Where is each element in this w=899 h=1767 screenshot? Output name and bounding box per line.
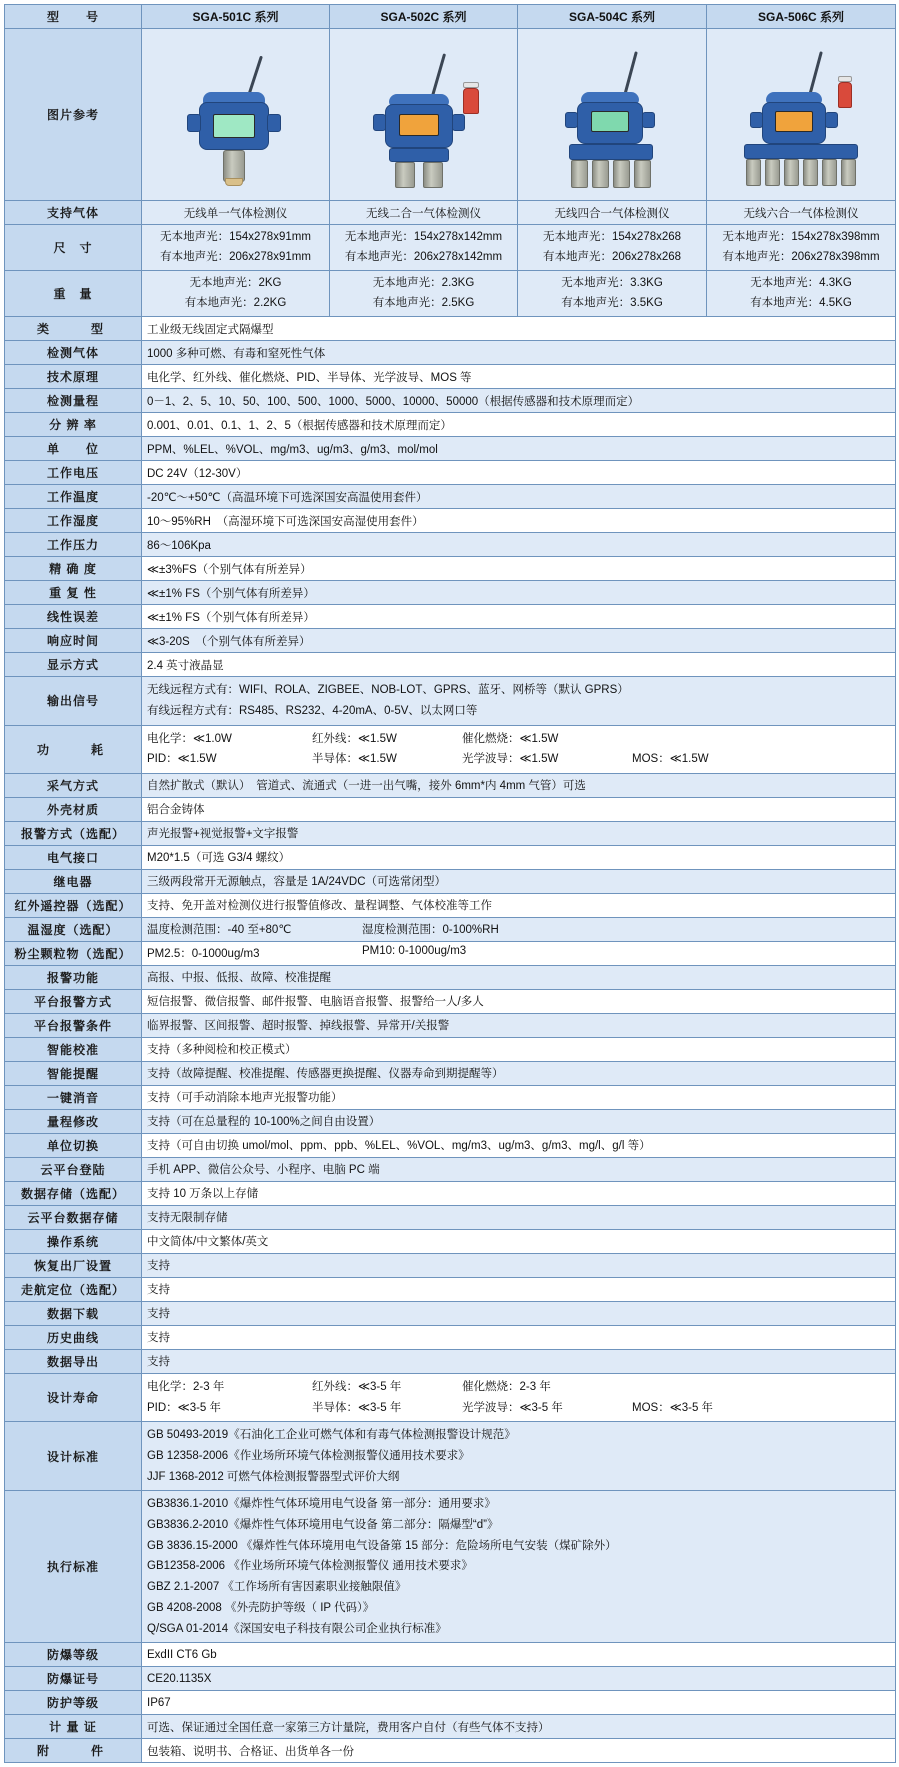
row-label-sampling: 采气方式: [5, 773, 142, 797]
device-ear-left: [565, 112, 578, 128]
table-row-spec: [5, 1037, 896, 1061]
row-value-range-modify: 支持（可在总量程的 10-100%之间自由设置）: [142, 1109, 896, 1133]
power-mos-label: MOS：: [632, 753, 670, 766]
size-501c-line2: 有本地声光：206x278x91mm: [160, 250, 311, 263]
row-value-housing: 铝合金铸体: [142, 797, 896, 821]
table-row-spec: [5, 1739, 896, 1763]
row-label-output-signal: 输出信号: [5, 677, 142, 725]
row-value-repeatability: ≪±1% FS（个别气体有所差异）: [142, 581, 896, 605]
device-display: [399, 114, 439, 136]
power-pid-value: ≪1.5W: [177, 753, 217, 766]
table-row-spec: [5, 461, 896, 485]
row-value-lifetime: [142, 1373, 896, 1421]
power-catalytic: [462, 729, 632, 750]
lifetime-infrared-label: 红外线：: [312, 1380, 358, 1393]
table-row-spec: [5, 509, 896, 533]
table-row-model: [5, 5, 896, 29]
table-row-spec: [5, 1691, 896, 1715]
row-label-ir-remote: 红外遥控器（选配）: [5, 893, 142, 917]
lifetime-row-1: [147, 1377, 890, 1398]
table-row-spec: [5, 629, 896, 653]
device-drawing-dual: [339, 32, 509, 197]
row-value-linearity: ≪±1% FS（个别气体有所差异）: [142, 605, 896, 629]
row-value-pressure: 86～106Kpa: [142, 533, 896, 557]
table-row-lifetime: [5, 1373, 896, 1421]
row-value-platform-alarm-condition: 临界报警、区间报警、超时报警、掉线报警、异常开/关报警: [142, 1013, 896, 1037]
table-row-spec: [5, 965, 896, 989]
weight-502c: [330, 271, 518, 317]
row-label-voltage: 工作电压: [5, 461, 142, 485]
row-label-support-gas: 支持气体: [5, 201, 142, 225]
row-value-cloud-login: 手机 APP、微信公众号、小程序、电脑 PC 端: [142, 1157, 896, 1181]
table-row-spec: [5, 845, 896, 869]
lifetime-pid-label: PID：: [147, 1401, 178, 1414]
weight-504c: [518, 271, 707, 317]
row-value-factory-reset: 支持: [142, 1253, 896, 1277]
row-label-os: 操作系统: [5, 1229, 142, 1253]
row-value-detect-gas: 1000 多种可燃、有毒和窒死性气体: [142, 341, 896, 365]
power-electrochemical-value: ≪1.0W: [193, 732, 232, 745]
row-label-cloud-login: 云平台登陆: [5, 1157, 142, 1181]
support-gas-502c: 无线二合一气体检测仪: [330, 201, 518, 225]
row-value-exec-standard: [142, 1491, 896, 1643]
row-value-smart-calibration: 支持（多种阅检和校正模式）: [142, 1037, 896, 1061]
row-label-relay: 继电器: [5, 869, 142, 893]
device-drawing-single: [151, 32, 321, 197]
sensor-probe-2: [423, 162, 443, 188]
power-pid: [147, 749, 312, 770]
row-label-unit-switch: 单位切换: [5, 1133, 142, 1157]
table-row-spec: [5, 1715, 896, 1739]
row-value-response-time: ≪3-20S （个别气体有所差异）: [142, 629, 896, 653]
sensor-probe-2: [765, 159, 780, 186]
power-mos-value: ≪1.5W: [669, 753, 709, 766]
row-value-accuracy: ≪±3%FS（个别气体有所差异）: [142, 557, 896, 581]
lifetime-infrared-value: ≪3-5 年: [358, 1380, 402, 1393]
sensor-probe-5: [822, 159, 837, 186]
weight-506c: [707, 271, 896, 317]
row-value-data-export: 支持: [142, 1349, 896, 1373]
power-catalytic-label: 催化燃烧：: [462, 732, 520, 745]
table-row-spec: [5, 389, 896, 413]
row-label-display: 显示方式: [5, 653, 142, 677]
row-label-housing: 外壳材质: [5, 797, 142, 821]
row-label-detect-gas: 检测气体: [5, 341, 142, 365]
lifetime-catalytic: [462, 1377, 632, 1398]
row-value-ex-cert-no: CE20.1135X: [142, 1667, 896, 1691]
row-value-relay: 三级两段常开无源触点，容量是 1A/24VDC（可选常闭型）: [142, 869, 896, 893]
row-value-electrical-interface: M20*1.5（可选 G3/4 螺纹）: [142, 845, 896, 869]
row-value-os: 中文简体/中文繁体/英文: [142, 1229, 896, 1253]
row-label-repeatability: 重 复 性: [5, 581, 142, 605]
row-label-mobile-positioning: 走航定位（选配）: [5, 1277, 142, 1301]
design-standard-line-2: GB 12358-2006《作业场所环境气体检测报警仪通用技术要求》: [147, 1450, 470, 1462]
row-label-weight: 重 量: [5, 271, 142, 317]
lifetime-infrared: [312, 1377, 462, 1398]
table-row-spec: [5, 437, 896, 461]
row-value-platform-alarm-mode: 短信报警、微信报警、邮件报警、电脑语音报警、报警给一人/多人: [142, 989, 896, 1013]
antenna-icon: [808, 51, 823, 96]
table-row-spec: [5, 653, 896, 677]
table-row-spec: [5, 557, 896, 581]
humidity-range: 湿度检测范围：0-100%RH: [362, 924, 499, 937]
row-label-humidity: 工作湿度: [5, 509, 142, 533]
row-label-smart-calibration: 智能校准: [5, 1037, 142, 1061]
table-row-spec: [5, 1013, 896, 1037]
table-row-spec: [5, 485, 896, 509]
row-label-size: 尺 寸: [5, 225, 142, 271]
table-row-spec: [5, 1157, 896, 1181]
row-value-temp-humidity: [142, 917, 896, 941]
table-row-weight: [5, 271, 896, 317]
row-value-humidity: 10～95%RH （高湿环境下可选深国安高湿使用套件）: [142, 509, 896, 533]
row-value-design-standard: [142, 1422, 896, 1491]
size-506c-line2: 有本地声光：206x278x398mm: [722, 250, 880, 263]
table-row-spec: [5, 1277, 896, 1301]
table-row-spec: [5, 1349, 896, 1373]
row-label-response-time: 响应时间: [5, 629, 142, 653]
table-row-dust: [5, 941, 896, 965]
weight-501c: [142, 271, 330, 317]
device-ear-right: [267, 114, 281, 132]
table-row-image: [5, 29, 896, 201]
exec-standard-line-1: GB3836.1-2010《爆炸性气体环境用电气设备 第一部分：通用要求》: [147, 1498, 496, 1511]
gas-manifold: [569, 144, 653, 160]
row-value-display: 2.4 英寸液晶显: [142, 653, 896, 677]
row-label-pressure: 工作压力: [5, 533, 142, 557]
row-label-alarm-mode: 报警方式（选配）: [5, 821, 142, 845]
weight-506c-line2: 有本地声光：4.5KG: [750, 296, 852, 309]
row-label-dust: 粉尘颗粒物（选配）: [5, 941, 142, 965]
size-506c-line1: 无本地声光：154x278x398mm: [722, 231, 880, 243]
temp-range: 温度检测范围：-40 至+80℃: [147, 924, 292, 937]
sensor-cap-1: [225, 178, 243, 186]
table-row-spec: [5, 773, 896, 797]
table-row-spec: [5, 989, 896, 1013]
table-row-spec: [5, 413, 896, 437]
table-row-power: [5, 725, 896, 773]
exec-standard-line-2: GB3836.2-2010《爆炸性气体环境用电气设备 第二部分：隔爆型“d”》: [147, 1519, 499, 1532]
lifetime-row-2: [147, 1398, 890, 1419]
row-label-range-modify: 量程修改: [5, 1109, 142, 1133]
sensor-probe-3: [784, 159, 799, 186]
row-value-temperature: -20℃～+50℃（高温环境下可选深国安高温使用套件）: [142, 485, 896, 509]
weight-501c-line1: 无本地声光：2KG: [189, 277, 282, 290]
row-label-resolution: 分 辨 率: [5, 413, 142, 437]
device-ear-right: [642, 112, 655, 128]
row-label-factory-reset: 恢复出厂设置: [5, 1253, 142, 1277]
table-row-temp-humidity: [5, 917, 896, 941]
row-value-dust: [142, 941, 896, 965]
power-row-2: [147, 749, 890, 770]
row-label-accessories: 附 件: [5, 1739, 142, 1763]
row-label-ip-rating: 防护等级: [5, 1691, 142, 1715]
device-ear-right: [825, 112, 838, 128]
row-value-mute: 支持（可手动消除本地声光报警功能）: [142, 1085, 896, 1109]
model-506c: SGA-506C 系列: [707, 5, 896, 29]
row-label-image-reference: 图片参考: [5, 29, 142, 201]
row-value-alarm-function: 高报、中报、低报、故障、校准提醒: [142, 965, 896, 989]
row-label-lifetime: 设计寿命: [5, 1373, 142, 1421]
table-row-spec: [5, 581, 896, 605]
lifetime-semiconductor-label: 半导体：: [312, 1401, 358, 1414]
size-504c-line2: 有本地声光：206x278x268: [542, 250, 682, 263]
row-value-output-signal: [142, 677, 896, 725]
row-label-unit: 单 位: [5, 437, 142, 461]
temp-humidity-values: [147, 921, 890, 937]
table-row-spec: [5, 1643, 896, 1667]
row-value-type: 工业级无线固定式隔爆型: [142, 317, 896, 341]
antenna-icon: [431, 53, 446, 96]
support-gas-506c: 无线六合一气体检测仪: [707, 201, 896, 225]
row-label-linearity: 线性误差: [5, 605, 142, 629]
table-row-exec-standard: [5, 1491, 896, 1643]
row-value-ip-rating: IP67: [142, 1691, 896, 1715]
device-drawing-six: [716, 32, 886, 197]
table-row-spec: [5, 797, 896, 821]
row-value-principle: 电化学、红外线、催化燃烧、PID、半导体、光学波导、MOS 等: [142, 365, 896, 389]
power-optical-value: ≪1.5W: [519, 753, 559, 766]
table-row-spec: [5, 821, 896, 845]
power-mos: [632, 749, 709, 770]
row-value-mobile-positioning: 支持: [142, 1277, 896, 1301]
power-semiconductor-label: 半导体：: [312, 753, 358, 766]
row-value-metrology-cert: 可选、保证通过全国任意一家第三方计量院，费用客户自付（有些气体不支持）: [142, 1715, 896, 1739]
table-row-spec: [5, 1229, 896, 1253]
alarm-beacon-icon: [838, 82, 852, 108]
design-standard-line-1: GB 50493-2019《石油化工企业可燃气体和有毒气体检测报警设计规范》: [147, 1429, 516, 1442]
size-502c: [330, 225, 518, 271]
exec-standard-line-4: GB12358-2006 《作业场所环境气体检测报警仪 通用技术要求》: [147, 1560, 473, 1573]
row-label-model: 型 号: [5, 5, 142, 29]
weight-502c-line2: 有本地声光：2.5KG: [372, 296, 475, 309]
power-electrochemical: [147, 729, 312, 750]
sensor-probe-1: [746, 159, 761, 186]
device-image-502c: [330, 29, 518, 201]
support-gas-501c: 无线单一气体检测仪: [142, 201, 330, 225]
exec-standard-line-7: Q/SGA 01-2014《深国安电子科技有限公司企业执行标准》: [147, 1622, 447, 1635]
row-value-cloud-storage: 支持无限制存储: [142, 1205, 896, 1229]
power-electrochemical-label: 电化学：: [147, 732, 193, 745]
antenna-icon: [247, 56, 263, 97]
gas-manifold: [744, 144, 858, 159]
size-504c-line1: 无本地声光：154x278x268: [542, 231, 682, 243]
size-501c-line1: 无本地声光：154x278x91mm: [160, 231, 311, 243]
row-label-design-standard: 设计标准: [5, 1422, 142, 1491]
lifetime-mos: [632, 1398, 713, 1419]
lifetime-electrochemical-label: 电化学：: [147, 1380, 193, 1393]
table-row-spec: [5, 893, 896, 917]
row-label-platform-alarm-condition: 平台报警条件: [5, 1013, 142, 1037]
design-standard-line-3: JJF 1368-2012 可燃气体检测报警器型式评价大纲: [147, 1470, 400, 1483]
sensor-probe-1: [395, 162, 415, 188]
table-row-spec: [5, 1667, 896, 1691]
row-label-power: 功 耗: [5, 725, 142, 773]
table-row-spec: [5, 1061, 896, 1085]
table-row-spec: [5, 1085, 896, 1109]
power-optical-label: 光学波导：: [462, 753, 520, 766]
output-signal-wireless: 无线远程方式有：WIFI、ROLA、ZIGBEE、NOB-LOT、GPRS、蓝牙、网桥等（默认 GPRS）: [147, 684, 629, 697]
alarm-beacon-icon: [463, 88, 479, 114]
row-value-resolution: 0.001、0.01、0.1、1、2、5（根据传感器和技术原理而定）: [142, 413, 896, 437]
device-image-501c: [142, 29, 330, 201]
lifetime-mos-value: ≪3-5 年: [669, 1401, 714, 1414]
row-label-accuracy: 精 确 度: [5, 557, 142, 581]
model-502c: SGA-502C 系列: [330, 5, 518, 29]
row-label-history-curve: 历史曲线: [5, 1325, 142, 1349]
exec-standard-line-6: GB 4208-2008 《外壳防护等级（ IP 代码）》: [147, 1601, 375, 1614]
power-optical: [462, 749, 632, 770]
device-drawing-quad: [527, 32, 697, 197]
sensor-probe-4: [803, 159, 818, 186]
row-label-temp-humidity: 温湿度（选配）: [5, 917, 142, 941]
table-row-spec: [5, 317, 896, 341]
weight-502c-line1: 无本地声光：2.3KG: [372, 277, 475, 290]
lifetime-semiconductor-value: ≪3-5 年: [358, 1401, 402, 1414]
table-row-spec: [5, 869, 896, 893]
device-ear-left: [373, 114, 386, 131]
row-value-unit-switch: 支持（可自由切换 umol/mol、ppm、ppb、%LEL、%VOL、mg/m3、ug/m3、g/m3、mg/l、g/l 等）: [142, 1133, 896, 1157]
device-display: [775, 111, 813, 132]
row-value-data-download: 支持: [142, 1301, 896, 1325]
model-504c: SGA-504C 系列: [518, 5, 707, 29]
power-row-1: [147, 729, 890, 750]
row-label-range: 检测量程: [5, 389, 142, 413]
row-value-history-curve: 支持: [142, 1325, 896, 1349]
row-value-ir-remote: 支持、免开盖对检测仪进行报警值修改、量程调整、气体校准等工作: [142, 893, 896, 917]
power-infrared: [312, 729, 462, 750]
weight-506c-line1: 无本地声光：4.3KG: [750, 277, 852, 290]
row-label-mute: 一键消音: [5, 1085, 142, 1109]
row-label-type: 类 型: [5, 317, 142, 341]
sensor-probe-3: [613, 160, 630, 188]
table-row-spec: [5, 533, 896, 557]
device-image-504c: [518, 29, 707, 201]
row-label-metrology-cert: 计 量 证: [5, 1715, 142, 1739]
lifetime-optical-label: 光学波导：: [462, 1401, 520, 1414]
row-label-temperature: 工作温度: [5, 485, 142, 509]
sensor-probe-2: [592, 160, 609, 188]
power-semiconductor-value: ≪1.5W: [358, 753, 397, 766]
dust-values: [147, 945, 890, 961]
lifetime-catalytic-label: 催化燃烧：: [462, 1380, 520, 1393]
table-row-spec: [5, 1301, 896, 1325]
power-catalytic-value: ≪1.5W: [519, 732, 559, 745]
lifetime-catalytic-value: 2-3 年: [519, 1380, 551, 1393]
device-image-506c: [707, 29, 896, 201]
table-row-spec: [5, 1109, 896, 1133]
size-506c: [707, 225, 896, 271]
lifetime-semiconductor: [312, 1398, 462, 1419]
pm10-range: PM10: 0-1000ug/m3: [362, 945, 467, 958]
table-row-spec: [5, 1133, 896, 1157]
table-row-spec: [5, 605, 896, 629]
lifetime-electrochemical-value: 2-3 年: [193, 1380, 225, 1393]
row-label-data-export: 数据导出: [5, 1349, 142, 1373]
row-value-ex-rating: ExdII CT6 Gb: [142, 1643, 896, 1667]
row-value-voltage: DC 24V（12-30V）: [142, 461, 896, 485]
weight-501c-line2: 有本地声光：2.2KG: [184, 296, 287, 309]
lifetime-mos-label: MOS：: [632, 1401, 670, 1414]
exec-standard-line-5: GBZ 2.1-2007 《工作场所有害因素职业接触限值》: [147, 1581, 407, 1594]
sensor-probe-4: [634, 160, 651, 188]
power-semiconductor: [312, 749, 462, 770]
device-ear-left: [187, 114, 201, 132]
device-ear-left: [750, 112, 763, 128]
lifetime-optical-value: ≪3-5 年: [519, 1401, 563, 1414]
table-row-spec: [5, 1181, 896, 1205]
table-row-spec: [5, 1325, 896, 1349]
row-label-exec-standard: 执行标准: [5, 1491, 142, 1643]
support-gas-504c: 无线四合一气体检测仪: [518, 201, 707, 225]
model-501c: SGA-501C 系列: [142, 5, 330, 29]
table-row-support-gas: [5, 201, 896, 225]
row-value-data-storage: 支持 10 万条以上存储: [142, 1181, 896, 1205]
row-label-data-download: 数据下载: [5, 1301, 142, 1325]
gas-manifold: [389, 148, 449, 162]
specification-table: [4, 4, 896, 1763]
device-display: [591, 111, 629, 132]
power-infrared-label: 红外线：: [312, 732, 358, 745]
row-label-principle: 技术原理: [5, 365, 142, 389]
sensor-probe-6: [841, 159, 856, 186]
power-infrared-value: ≪1.5W: [358, 732, 397, 745]
table-row-size: [5, 225, 896, 271]
table-row-spec: [5, 1253, 896, 1277]
power-pid-label: PID：: [147, 753, 178, 766]
pm25-range: PM2.5：0-1000ug/m3: [147, 948, 260, 961]
lifetime-optical: [462, 1398, 632, 1419]
row-value-unit: PPM、%LEL、%VOL、mg/m3、ug/m3、g/m3、mol/mol: [142, 437, 896, 461]
device-display: [213, 114, 255, 138]
table-row-output-signal: [5, 677, 896, 725]
size-502c-line1: 无本地声光：154x278x142mm: [344, 231, 503, 243]
table-row-spec: [5, 365, 896, 389]
table-row-spec: [5, 341, 896, 365]
device-ear-right: [452, 114, 465, 131]
row-label-smart-reminder: 智能提醒: [5, 1061, 142, 1085]
row-label-ex-cert-no: 防爆证号: [5, 1667, 142, 1691]
table-row-spec: [5, 1205, 896, 1229]
row-label-ex-rating: 防爆等级: [5, 1643, 142, 1667]
row-label-platform-alarm-mode: 平台报警方式: [5, 989, 142, 1013]
sensor-probe-1: [571, 160, 588, 188]
table-row-design-standard: [5, 1422, 896, 1491]
row-value-sampling: 自然扩散式（默认） 管道式、流通式（一进一出气嘴，接外 6mm*内 4mm 气管）可选: [142, 773, 896, 797]
row-value-alarm-mode: 声光报警+视觉报警+文字报警: [142, 821, 896, 845]
row-value-smart-reminder: 支持（故障提醒、校准提醒、传感器更换提醒、仪器寿命到期提醒等）: [142, 1061, 896, 1085]
row-label-cloud-storage: 云平台数据存储: [5, 1205, 142, 1229]
size-504c: [518, 225, 707, 271]
lifetime-electrochemical: [147, 1377, 312, 1398]
weight-504c-line2: 有本地声光：3.5KG: [561, 296, 663, 309]
row-value-accessories: 包装箱、说明书、合格证、出货单各一份: [142, 1739, 896, 1763]
lifetime-pid: [147, 1398, 312, 1419]
lifetime-pid-value: ≪3-5 年: [177, 1401, 222, 1414]
size-502c-line2: 有本地声光：206x278x142mm: [344, 250, 503, 263]
row-label-alarm-function: 报警功能: [5, 965, 142, 989]
row-value-power: [142, 725, 896, 773]
row-value-range: 0－1、2、5、10、50、100、500、1000、5000、10000、50000（根据传感器和技术原理而定）: [142, 389, 896, 413]
exec-standard-line-3: GB 3836.15-2000 《爆炸性气体环境用电气设备第 15 部分：危险场所电气安装（煤矿除外）: [147, 1539, 617, 1552]
antenna-icon: [623, 51, 638, 96]
size-501c: [142, 225, 330, 271]
row-label-electrical-interface: 电气接口: [5, 845, 142, 869]
output-signal-wired: 有线远程方式有：RS485、RS232、4-20mA、0-5V、以太网口等: [147, 704, 478, 717]
row-label-data-storage: 数据存储（选配）: [5, 1181, 142, 1205]
weight-504c-line1: 无本地声光：3.3KG: [561, 277, 663, 290]
